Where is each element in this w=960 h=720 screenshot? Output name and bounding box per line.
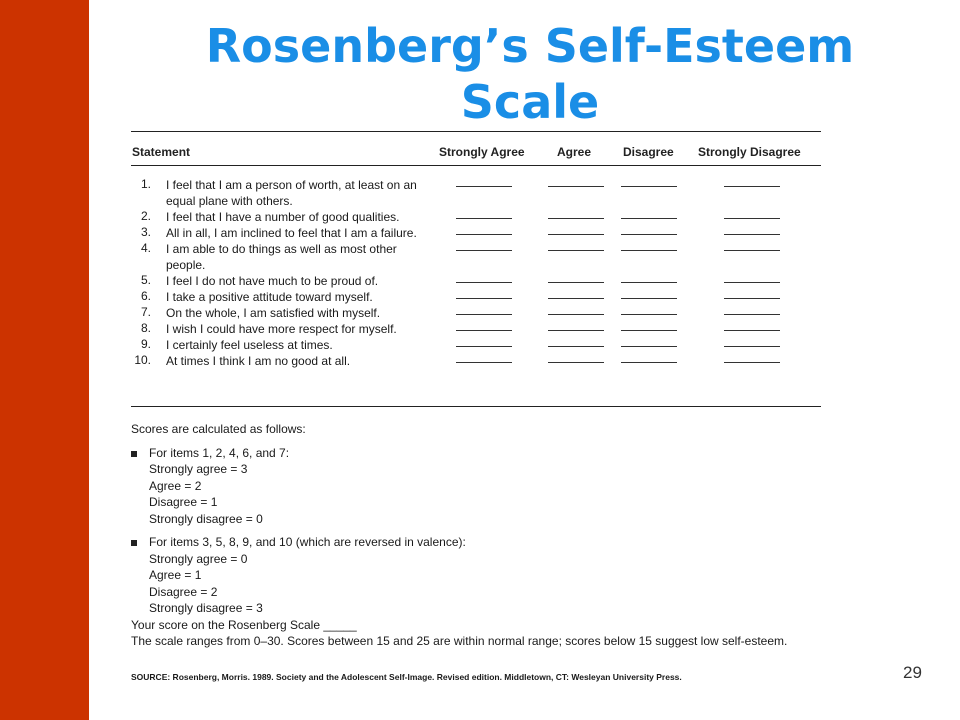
answer-blank-strongly-disagree[interactable]: [724, 234, 780, 235]
item-statement: I take a positive attitude toward myself.: [166, 290, 373, 304]
item-number: 6.: [140, 289, 151, 303]
item-statement: All in all, I am inclined to feel that I am a failure.: [166, 226, 417, 240]
score-rule: Disagree = 1: [149, 495, 218, 509]
answer-blank-disagree[interactable]: [621, 314, 677, 315]
score-range-note: The scale ranges from 0–30. Scores between 15 and 25 are within normal range; scores below 15 suggest low self-esteem.: [131, 634, 788, 648]
answer-blank-strongly-disagree[interactable]: [724, 362, 780, 363]
table-row: [131, 225, 821, 241]
answer-blank-strongly-disagree[interactable]: [724, 250, 780, 251]
answer-blank-strongly-disagree[interactable]: [724, 314, 780, 315]
answer-blank-strongly-disagree[interactable]: [724, 298, 780, 299]
table-row: [131, 353, 821, 369]
item-statement: I am able to do things as well as most other people.: [166, 242, 397, 272]
score-rule: Disagree = 2: [149, 584, 218, 599]
answer-blank-disagree[interactable]: [621, 186, 677, 187]
table-row: [131, 273, 821, 289]
square-bullet-icon: [131, 451, 137, 457]
item-statement: I certainly feel useless at times.: [166, 338, 333, 352]
answer-blank-agree[interactable]: [548, 250, 604, 251]
answer-blank-agree[interactable]: [548, 218, 604, 219]
title-line-2: Scale: [460, 75, 600, 129]
answer-blank-agree[interactable]: [548, 330, 604, 331]
table-bottom-rule: [131, 406, 821, 407]
score-rule: Strongly agree = 3: [149, 462, 248, 476]
table-top-rule: [131, 131, 821, 132]
header-strongly-disagree: Strongly Disagree: [698, 145, 801, 159]
answer-blank-disagree[interactable]: [621, 234, 677, 235]
answer-blank-disagree[interactable]: [621, 282, 677, 283]
answer-blank-strongly-disagree[interactable]: [724, 282, 780, 283]
group-label: For items 3, 5, 8, 9, and 10 (which are reversed in valence):: [149, 535, 466, 549]
table-row: [131, 289, 821, 305]
answer-blank-agree[interactable]: [548, 234, 604, 235]
header-strongly-agree: Strongly Agree: [439, 145, 525, 159]
score-rule: Strongly agree = 0: [149, 551, 248, 566]
answer-blank-disagree[interactable]: [621, 218, 677, 219]
score-rule: Strongly disagree = 0: [149, 511, 263, 526]
answer-blank-strongly-agree[interactable]: [456, 186, 512, 187]
answer-blank-disagree[interactable]: [621, 298, 677, 299]
item-number: 9.: [140, 337, 151, 351]
statement-rows: [131, 177, 821, 369]
answer-blank-strongly-agree[interactable]: [456, 314, 512, 315]
answer-blank-agree[interactable]: [548, 346, 604, 347]
answer-blank-strongly-agree[interactable]: [456, 346, 512, 347]
item-number: 4.: [140, 241, 151, 255]
item-number: 2.: [140, 209, 151, 223]
side-accent-bar: [0, 0, 89, 720]
group-label: For items 1, 2, 4, 6, and 7:: [149, 445, 290, 460]
header-agree: Agree: [557, 145, 592, 159]
item-statement: On the whole, I am satisfied with myself.: [166, 306, 381, 320]
answer-blank-strongly-disagree[interactable]: [724, 346, 780, 347]
item-number: 7.: [140, 305, 151, 319]
answer-blank-strongly-agree[interactable]: [456, 282, 512, 283]
answer-blank-disagree[interactable]: [621, 346, 677, 347]
item-statement: At times I think I am no good at all.: [166, 354, 351, 368]
answer-blank-agree[interactable]: [548, 314, 604, 315]
slide-title: [100, 18, 960, 130]
answer-blank-disagree[interactable]: [621, 330, 677, 331]
answer-blank-strongly-agree[interactable]: [456, 298, 512, 299]
answer-blank-strongly-disagree[interactable]: [724, 218, 780, 219]
answer-blank-disagree[interactable]: [621, 362, 677, 363]
answer-blank-agree[interactable]: [548, 362, 604, 363]
answer-blank-agree[interactable]: [548, 298, 604, 299]
item-number: 1.: [140, 177, 151, 191]
answer-blank-strongly-agree[interactable]: [456, 250, 512, 251]
title-line-1: Rosenberg’s Self-Esteem: [205, 19, 855, 73]
answer-blank-agree[interactable]: [548, 186, 604, 187]
answer-blank-strongly-agree[interactable]: [456, 218, 512, 219]
item-number: 3.: [140, 225, 151, 239]
answer-blank-strongly-disagree[interactable]: [724, 186, 780, 187]
scoring-intro: Scores are calculated as follows:: [131, 422, 306, 436]
answer-blank-strongly-disagree[interactable]: [724, 330, 780, 331]
item-number: 8.: [140, 321, 151, 335]
scoring-notes: [131, 421, 831, 650]
table-row: [131, 241, 821, 273]
header-statement: Statement: [132, 145, 191, 159]
scoring-group-positive: [131, 445, 831, 528]
answer-blank-disagree[interactable]: [621, 250, 677, 251]
item-number: 5.: [140, 273, 151, 287]
table-row: [131, 209, 821, 225]
score-rule: Agree = 1: [149, 568, 202, 582]
item-statement: I wish I could have more respect for myself.: [166, 322, 397, 336]
item-statement: I feel I do not have much to be proud of.: [166, 274, 379, 288]
header-disagree: Disagree: [623, 145, 674, 159]
score-rule: Strongly disagree = 3: [149, 601, 263, 615]
scoring-group-reversed: [131, 534, 831, 617]
table-row: [131, 321, 821, 337]
page-number: 29: [903, 663, 922, 682]
table-row: [131, 337, 821, 353]
answer-blank-strongly-agree[interactable]: [456, 330, 512, 331]
table-header-rule: [131, 165, 821, 166]
answer-blank-agree[interactable]: [548, 282, 604, 283]
table-row: [131, 305, 821, 321]
answer-blank-strongly-agree[interactable]: [456, 234, 512, 235]
item-statement: I feel that I am a person of worth, at least on an equal plane with others.: [166, 178, 417, 208]
table-row: [131, 177, 821, 209]
item-statement: I feel that I have a number of good qualities.: [166, 210, 400, 224]
source-citation: SOURCE: Rosenberg, Morris. 1989. Society and the Adolescent Self-Image. Revised edition. Middletown, CT: Wesleyan University Press.: [131, 672, 682, 682]
score-rule: Agree = 2: [149, 478, 202, 493]
answer-blank-strongly-agree[interactable]: [456, 362, 512, 363]
your-score-line: Your score on the Rosenberg Scale _____: [131, 617, 357, 632]
square-bullet-icon: [131, 540, 137, 546]
item-number: 10.: [134, 353, 151, 367]
